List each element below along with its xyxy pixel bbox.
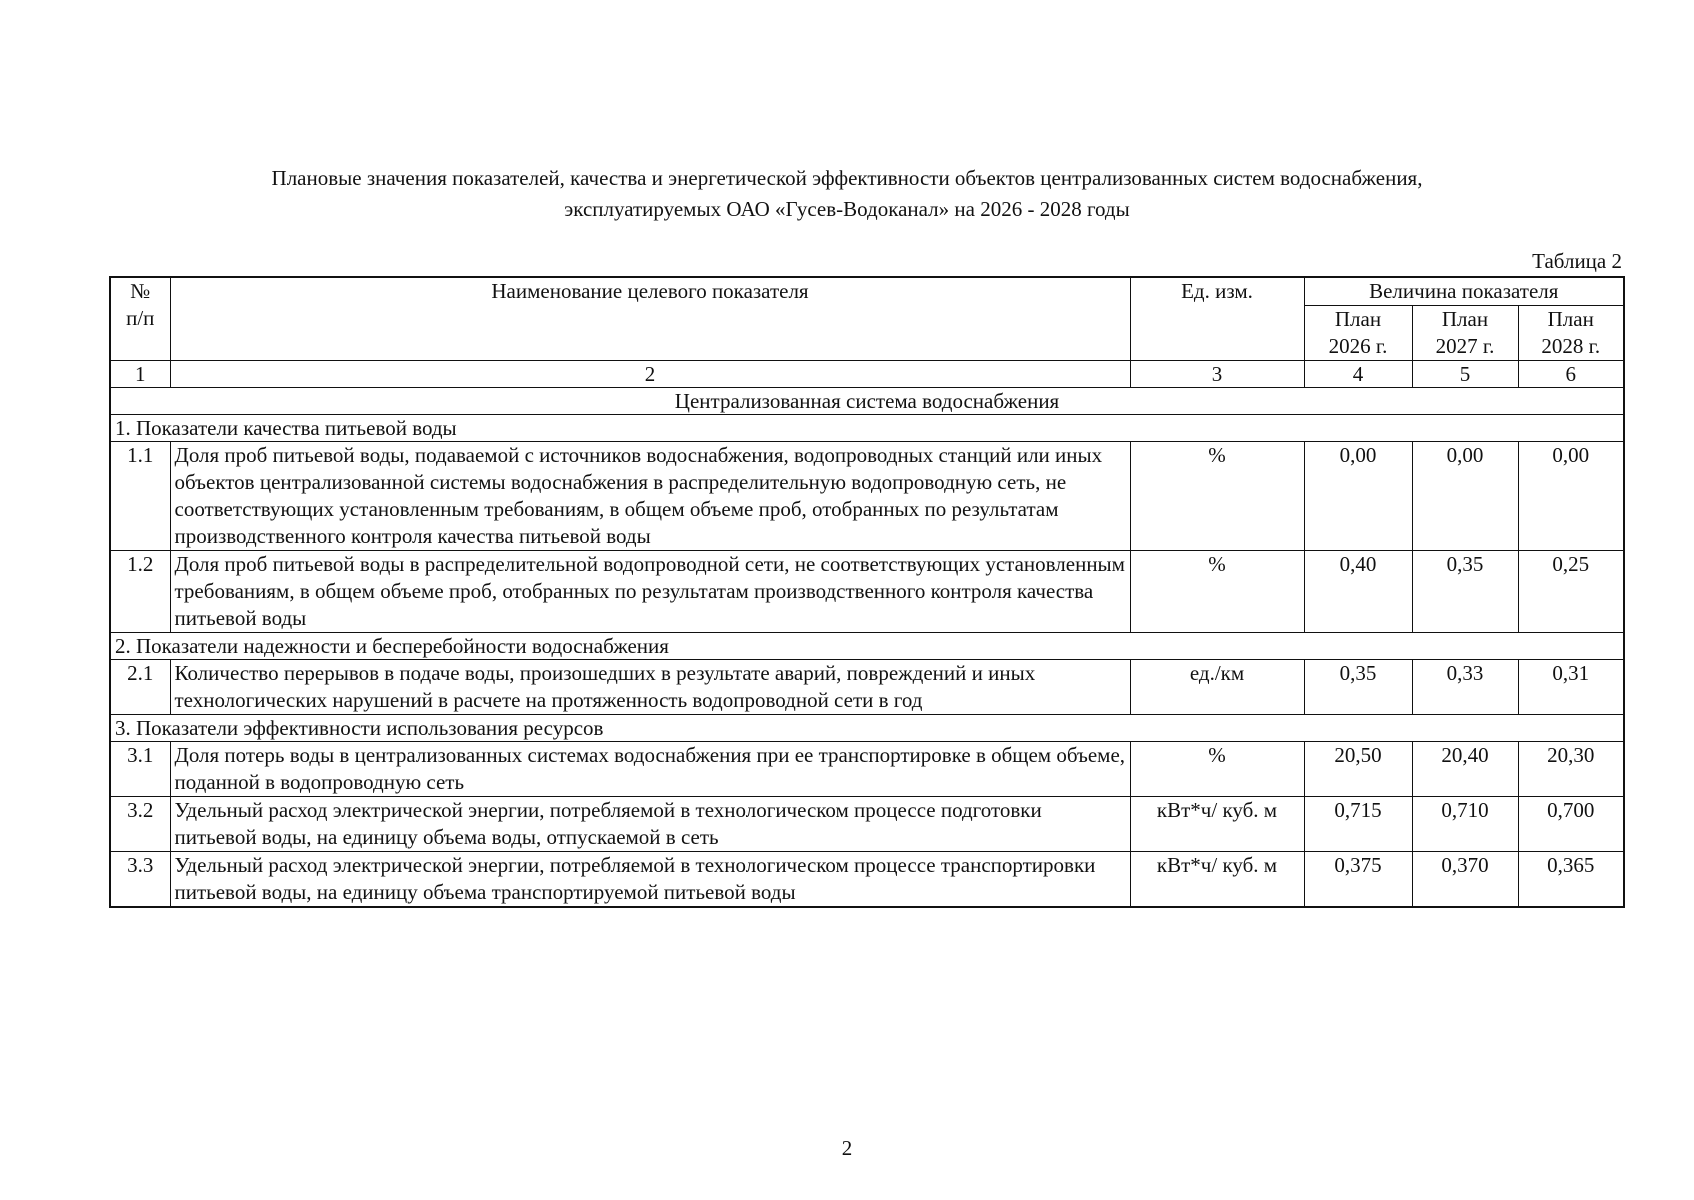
indicator-value-cell: 0,35	[1304, 660, 1412, 715]
document-title	[0, 163, 1694, 225]
column-index-cell: 4	[1304, 361, 1412, 388]
column-index-cell: 3	[1130, 361, 1304, 388]
header-year-cell	[1412, 306, 1518, 361]
indicator-row	[110, 852, 1624, 908]
header-year-cell	[1518, 306, 1624, 361]
column-index-row	[110, 361, 1624, 388]
indicator-value-cell: 0,375	[1304, 852, 1412, 908]
section-row	[110, 715, 1624, 742]
indicator-name-cell: Доля проб питьевой воды, подаваемой с источников водоснабжения, водопроводных станций или иных объектов централизованной системы водоснабжения в распределительную водопроводную сеть, не соответствующих установленным требованиям, в общем объеме проб, отобранных по результатам производственного контроля качества питьевой воды	[170, 442, 1130, 551]
indicator-unit-cell: ед./км	[1130, 660, 1304, 715]
section-title-cell: 3. Показатели эффективности использования ресурсов	[110, 715, 1624, 742]
indicator-value-cell: 20,40	[1412, 742, 1518, 797]
indicator-number-cell: 3.3	[110, 852, 170, 908]
indicator-row	[110, 442, 1624, 551]
indicator-value-cell: 0,25	[1518, 551, 1624, 633]
indicator-unit-cell: кВт*ч/ куб. м	[1130, 797, 1304, 852]
section-row	[110, 633, 1624, 660]
indicator-unit-cell: %	[1130, 551, 1304, 633]
indicator-value-cell: 0,31	[1518, 660, 1624, 715]
indicator-name-cell: Доля проб питьевой воды в распределительной водопроводной сети, не соответствующих установленным требованиям, в общем объеме проб, отобранных по результатам производственного контроля качества питьевой воды	[170, 551, 1130, 633]
indicator-value-cell: 0,00	[1412, 442, 1518, 551]
indicator-value-cell: 0,710	[1412, 797, 1518, 852]
header-name-cell: Наименование целевого показателя	[170, 277, 1130, 361]
header-unit-cell: Ед. изм.	[1130, 277, 1304, 361]
indicator-value-cell: 0,715	[1304, 797, 1412, 852]
header-plan-label: План	[1547, 307, 1594, 331]
indicator-row	[110, 551, 1624, 633]
indicator-row	[110, 797, 1624, 852]
document-title-line-2: эксплуатируемых ОАО «Гусев-Водоканал» на 2026 - 2028 годы	[564, 197, 1130, 221]
column-index-cell: 1	[110, 361, 170, 388]
indicator-name-cell: Количество перерывов в подаче воды, произошедших в результате аварий, повреждений и иных технологических нарушений в расчете на протяженность водопроводной сети в год	[170, 660, 1130, 715]
header-year-label: 2027 г.	[1435, 334, 1495, 358]
indicator-value-cell: 0,00	[1518, 442, 1624, 551]
header-plan-label: План	[1334, 307, 1382, 331]
indicators-table	[109, 276, 1625, 908]
table-label: Таблица 2	[1532, 249, 1622, 273]
indicator-name-cell: Удельный расход электрической энергии, потребляемой в технологическом процессе транспортировки питьевой воды, на единицу объема транспортируемой питьевой воды	[170, 852, 1130, 908]
column-index-cell: 5	[1412, 361, 1518, 388]
indicator-number-cell: 1.1	[110, 442, 170, 551]
indicator-value-cell: 0,00	[1304, 442, 1412, 551]
system-title-cell: Централизованная система водоснабжения	[110, 388, 1624, 415]
section-row	[110, 415, 1624, 442]
indicator-value-cell: 20,30	[1518, 742, 1624, 797]
indicator-unit-cell: %	[1130, 442, 1304, 551]
header-row-1	[110, 277, 1624, 306]
header-value-group-cell: Величина показателя	[1304, 277, 1624, 306]
table-body	[110, 277, 1624, 907]
indicator-value-cell: 20,50	[1304, 742, 1412, 797]
indicator-row	[110, 742, 1624, 797]
header-year-cell	[1304, 306, 1412, 361]
column-index-cell: 6	[1518, 361, 1624, 388]
indicator-unit-cell: кВт*ч/ куб. м	[1130, 852, 1304, 908]
indicator-value-cell: 0,700	[1518, 797, 1624, 852]
header-no-line-2: п/п	[126, 306, 155, 330]
header-no-line-1: №	[130, 279, 151, 303]
system-title-row	[110, 388, 1624, 415]
indicator-number-cell: 3.1	[110, 742, 170, 797]
indicator-name-cell: Удельный расход электрической энергии, потребляемой в технологическом процессе подготовки питьевой воды, на единицу объема воды, отпускаемой в сеть	[170, 797, 1130, 852]
indicator-unit-cell: %	[1130, 742, 1304, 797]
header-plan-label: План	[1441, 307, 1489, 331]
section-title-cell: 2. Показатели надежности и бесперебойности водоснабжения	[110, 633, 1624, 660]
header-year-label: 2028 г.	[1541, 334, 1601, 358]
document-title-line-1: Плановые значения показателей, качества и энергетической эффективности объектов централизованных систем водоснабжения,	[271, 166, 1423, 190]
indicator-value-cell: 0,40	[1304, 551, 1412, 633]
indicator-number-cell: 3.2	[110, 797, 170, 852]
indicator-name-cell: Доля потерь воды в централизованных системах водоснабжения при ее транспортировке в общем объеме, поданной в водопроводную сеть	[170, 742, 1130, 797]
indicator-number-cell: 2.1	[110, 660, 170, 715]
indicator-value-cell: 0,35	[1412, 551, 1518, 633]
indicator-value-cell: 0,365	[1518, 852, 1624, 908]
indicator-row	[110, 660, 1624, 715]
section-title-cell: 1. Показатели качества питьевой воды	[110, 415, 1624, 442]
indicator-value-cell: 0,370	[1412, 852, 1518, 908]
header-no-cell	[110, 277, 170, 361]
indicator-number-cell: 1.2	[110, 551, 170, 633]
page-number: 2	[841, 1136, 853, 1160]
header-year-label: 2026 г.	[1328, 334, 1388, 358]
indicator-value-cell: 0,33	[1412, 660, 1518, 715]
column-index-cell: 2	[170, 361, 1130, 388]
